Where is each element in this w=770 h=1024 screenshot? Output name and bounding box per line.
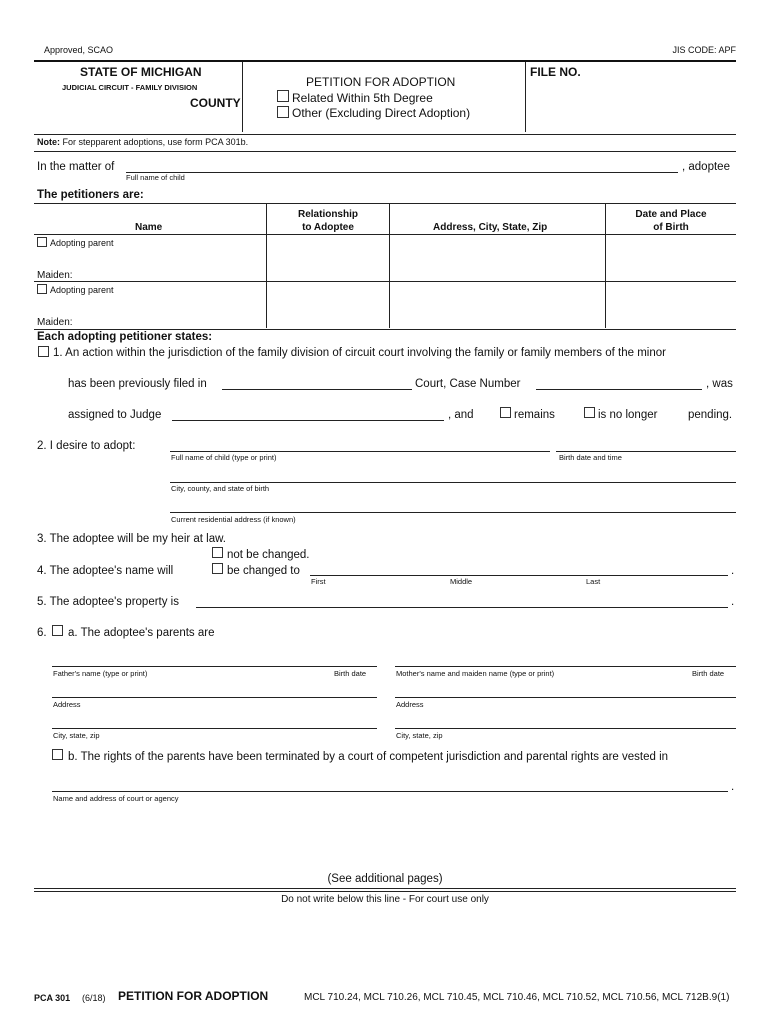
item1-line1: 1. An action within the jurisdiction of the family division of circuit court involving the family or family members of the minor — [53, 347, 666, 359]
item6b-text: b. The rights of the parents have been terminated by a court of competent jurisdiction and parental rights are vested in — [68, 751, 669, 763]
child-name-input[interactable] — [126, 160, 678, 172]
item4-period: . — [731, 565, 735, 577]
court-agency-caption: Name and address of court or agency — [53, 794, 179, 803]
item6-num: 6. — [37, 627, 47, 639]
petitioners-heading: The petitioners are: — [37, 189, 144, 201]
see-additional: (See additional pages) — [327, 873, 443, 885]
adopting-parent-label-2: Adopting parent — [50, 285, 114, 295]
not-changed-checkbox[interactable] — [212, 547, 223, 558]
last-caption: Last — [586, 577, 601, 586]
states-heading: Each adopting petitioner states: — [37, 331, 213, 343]
and-label: , and — [448, 409, 474, 421]
other-checkbox[interactable] — [277, 106, 289, 118]
father-address-caption: Address — [53, 700, 81, 709]
adopting-parent-checkbox-1[interactable] — [37, 237, 47, 247]
other-label: Other (Excluding Direct Adoption) — [292, 106, 471, 120]
item5-period: . — [731, 596, 735, 608]
changed-to-checkbox[interactable] — [212, 563, 223, 574]
jis-code: JIS CODE: APF — [672, 45, 736, 55]
was-label: , was — [706, 378, 733, 390]
mother-caption: Mother's name and maiden name (type or print) — [396, 669, 555, 678]
item6b-period: . — [731, 781, 735, 793]
col-address: Address, City, State, Zip — [433, 222, 548, 233]
mother-address-caption: Address — [396, 700, 424, 709]
approved-text: Approved, SCAO — [44, 45, 114, 55]
no-longer-checkbox[interactable] — [584, 407, 595, 418]
child-name-caption: Full name of child — [126, 173, 185, 182]
state-name: STATE OF MICHIGAN — [80, 65, 202, 79]
court-case-label: Court, Case Number — [415, 378, 521, 390]
item6b-checkbox[interactable] — [52, 749, 63, 760]
no-longer-label: is no longer — [598, 409, 658, 421]
father-caption: Father's name (type or print) — [53, 669, 148, 678]
father-city-caption: City, state, zip — [53, 731, 100, 740]
father-birth-caption: Birth date — [334, 669, 367, 678]
changed-to-label: be changed to — [227, 565, 300, 577]
cap-city-birth: City, county, and state of birth — [171, 484, 270, 493]
judicial-circuit: JUDICIAL CIRCUIT - FAMILY DIVISION — [62, 83, 198, 92]
adopting-parent-label-1: Adopting parent — [50, 238, 114, 248]
item5-label: 5. The adoptee's property is — [37, 596, 179, 608]
remains-checkbox[interactable] — [500, 407, 511, 418]
col-dob: Date and Place of Birth — [635, 209, 707, 233]
matter-prefix: In the matter of — [37, 161, 115, 173]
file-no-label: FILE NO. — [530, 65, 581, 79]
form-number: PCA 301 — [34, 993, 71, 1003]
item4-label: 4. The adoptee's name will — [37, 565, 174, 577]
note-label: Note: — [37, 137, 60, 147]
county-label: COUNTY — [190, 96, 241, 110]
footer-statutes: MCL 710.24, MCL 710.26, MCL 710.45, MCL 710.46, MCL 710.52, MCL 710.56, MCL 712B.9(1) — [304, 992, 730, 1003]
col-relationship: Relationship to Adoptee — [297, 209, 358, 233]
related-checkbox[interactable] — [277, 90, 289, 102]
note-text: For stepparent adoptions, use form PCA 301b. — [62, 137, 249, 147]
maiden-label-1: Maiden: — [37, 270, 73, 281]
not-changed-label: not be changed. — [227, 549, 310, 561]
item1-checkbox[interactable] — [38, 346, 49, 357]
form-revision: (6/18) — [82, 993, 106, 1003]
cap-child-name: Full name of child (type or print) — [171, 453, 277, 462]
maiden-label-2: Maiden: — [37, 317, 73, 328]
mother-birth-caption: Birth date — [692, 669, 725, 678]
mother-city-caption: City, state, zip — [396, 731, 443, 740]
assigned-label: assigned to Judge — [68, 409, 162, 421]
item6a-label: a. The adoptee's parents are — [68, 627, 215, 639]
pending-label: pending. — [688, 409, 733, 421]
filed-in-label: has been previously filed in — [68, 378, 207, 390]
note — [37, 138, 248, 147]
item2-label: 2. I desire to adopt: — [37, 440, 136, 452]
first-caption: First — [311, 577, 326, 586]
item6a-checkbox[interactable] — [52, 625, 63, 636]
form-title: PETITION FOR ADOPTION — [306, 75, 456, 89]
cap-birth-date-time: Birth date and time — [559, 453, 622, 462]
adopting-parent-checkbox-2[interactable] — [37, 284, 47, 294]
item3-text: 3. The adoptee will be my heir at law. — [37, 533, 227, 545]
col-name: Name — [135, 222, 163, 233]
do-not-write: Do not write below this line - For court use only — [281, 894, 489, 905]
related-label: Related Within 5th Degree — [292, 91, 433, 105]
cap-current-address: Current residential address (if known) — [171, 515, 296, 524]
footer-title: PETITION FOR ADOPTION — [118, 989, 269, 1003]
middle-caption: Middle — [450, 577, 473, 586]
remains-label: remains — [514, 409, 555, 421]
matter-suffix: , adoptee — [682, 161, 730, 173]
